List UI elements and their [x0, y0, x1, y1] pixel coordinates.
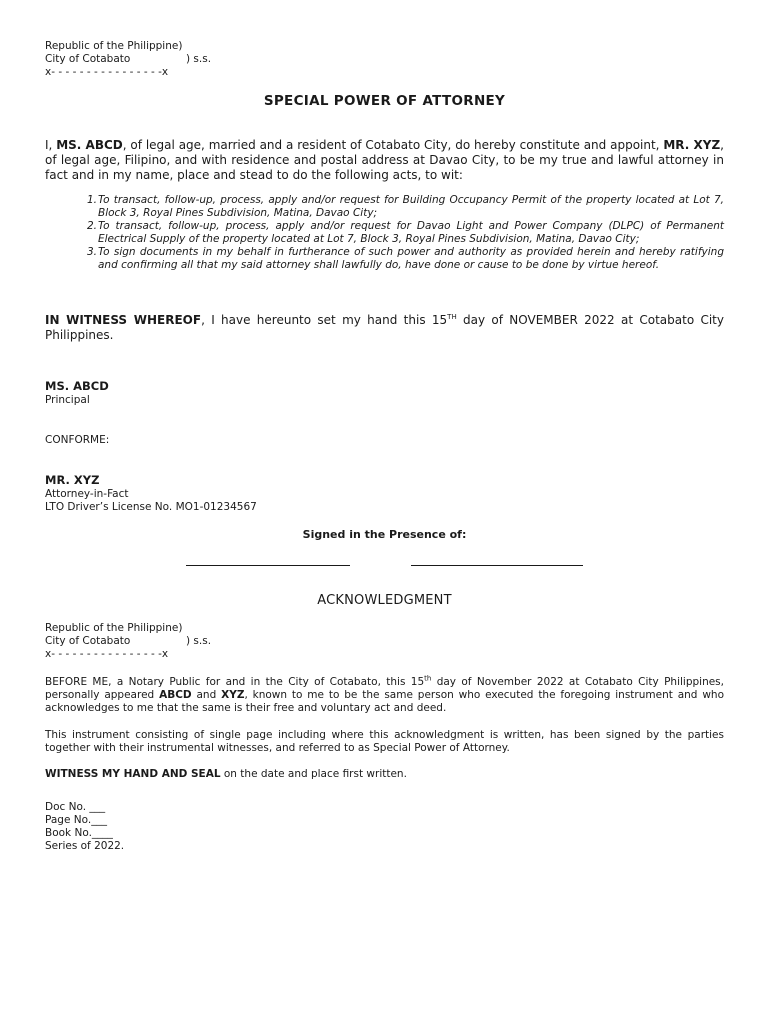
ack-venue-city-name: City of Cotabato — [45, 635, 131, 647]
ack-name-1: ABCD — [159, 689, 192, 701]
list-item-text: To sign documents in my behalf in furtherance of such power and authority as provided herein and hereby ratifying and confirming all that my said attorney shall lawfully do, have done or cause to be done by virtue hereof. — [98, 246, 724, 271]
ack-text-2: day of November 2022 at Cotabato City Philippines, personally appeared — [45, 676, 724, 701]
witness-signature-line-2 — [411, 565, 583, 566]
list-item-text: To transact, follow-up, process, apply and/or request for Davao Light and Power Company (DLPC) of Permanent Electrical Supply of the property located at Lot 7, Block 3, Royal Pines Subdivision, Matina, Davao City; — [98, 220, 724, 245]
intro-text-2: , of legal age, married and a resident of Cotabato City, do hereby constitute and appoint, — [122, 138, 664, 152]
ack-text-1: BEFORE ME, a Notary Public for and in the City of Cotabato, this 15 — [45, 676, 425, 688]
ack-venue-ss: ) s.s. — [186, 635, 212, 647]
witness-signature-lines — [45, 565, 724, 567]
list-item-number: 1. — [86, 194, 97, 206]
doc-number: Doc No. ___ — [45, 801, 106, 813]
principal-signature-block — [45, 380, 724, 407]
witness-date-suffix: TH — [447, 313, 457, 321]
venue-ss: ) s.s. — [186, 53, 212, 65]
principal-name-inline: MS. ABCD — [56, 138, 123, 152]
seal-lead: WITNESS MY HAND AND SEAL — [45, 768, 221, 780]
list-item-number: 3. — [86, 246, 97, 258]
ack-venue-city — [45, 635, 724, 648]
ack-date-suffix: th — [424, 674, 432, 683]
ack-text-3: , known to me to be the same person who executed the foregoing instrument and who acknowledges to me that the same is their free and voluntary act and deed. — [45, 689, 724, 714]
acknowledgment-paragraph — [45, 676, 724, 715]
attorney-signature-block — [45, 474, 724, 514]
venue-block — [45, 40, 724, 79]
conforme-label: CONFORME: — [45, 434, 110, 446]
list-item — [83, 220, 724, 246]
list-item — [83, 246, 724, 272]
ack-venue-separator: x- - - - - - - - - - - - - - - -x — [45, 648, 169, 660]
ack-and: and — [191, 689, 222, 701]
ack-venue-block — [45, 622, 724, 661]
witness-lead: IN WITNESS WHEREOF — [45, 313, 202, 327]
witness-text-2: day of NOVEMBER 2022 at Cotabato City Philippines. — [45, 313, 724, 342]
notarial-register — [45, 801, 724, 853]
series-year: Series of 2022. — [45, 840, 125, 852]
list-item — [83, 194, 724, 220]
venue-separator: x- - - - - - - - - - - - - - - -x — [45, 66, 169, 78]
attorney-role: Attorney-in-Fact — [45, 488, 129, 500]
ack-venue-republic: Republic of the Philippine) — [45, 622, 183, 634]
attorney-license: LTO Driver’s License No. MO1-01234567 — [45, 501, 257, 513]
seal-rest: on the date and place first written. — [220, 768, 407, 780]
document-title: SPECIAL POWER OF ATTORNEY — [263, 93, 506, 109]
ack-name-2: XYZ — [221, 689, 245, 701]
intro-text-3: , of legal age, Filipino, and with residence and postal address at Davao City, to be my true and lawful attorney in fact and in my name, place and stead to do the following acts, to wit: — [45, 138, 724, 182]
list-item-text: To transact, follow-up, process, apply and/or request for Building Occupancy Permit of the property located at Lot 7, Block 3, Royal Pines Subdivision, Matina, Davao City; — [98, 194, 724, 219]
seal-paragraph — [45, 768, 724, 781]
acts-list — [83, 194, 724, 272]
witness-text-1: , I have hereunto set my hand this 15 — [201, 313, 448, 327]
witness-paragraph — [45, 313, 724, 343]
intro-text-1: I, — [45, 138, 57, 152]
page-number: Page No.___ — [45, 814, 107, 826]
instrument-paragraph: This instrument consisting of single page including where this acknowledgment is written, has been signed by the parties together with their instrumental witnesses, and referred to as Special Power of Attorney. — [45, 729, 724, 754]
attorney-name: MR. XYZ — [45, 473, 100, 487]
venue-republic: Republic of the Philippine) — [45, 40, 183, 52]
venue-city — [45, 53, 724, 66]
principal-name: MS. ABCD — [45, 379, 109, 393]
book-number: Book No.____ — [45, 827, 113, 839]
attorney-name-inline: MR. XYZ — [663, 138, 721, 152]
acknowledgment-title: ACKNOWLEDGMENT — [317, 593, 452, 608]
list-item-number: 2. — [86, 220, 97, 232]
venue-city-name: City of Cotabato — [45, 53, 131, 65]
principal-role: Principal — [45, 394, 90, 406]
signed-presence-heading: Signed in the Presence of: — [302, 528, 467, 541]
witness-signature-line-1 — [186, 565, 350, 566]
intro-paragraph — [45, 138, 724, 183]
